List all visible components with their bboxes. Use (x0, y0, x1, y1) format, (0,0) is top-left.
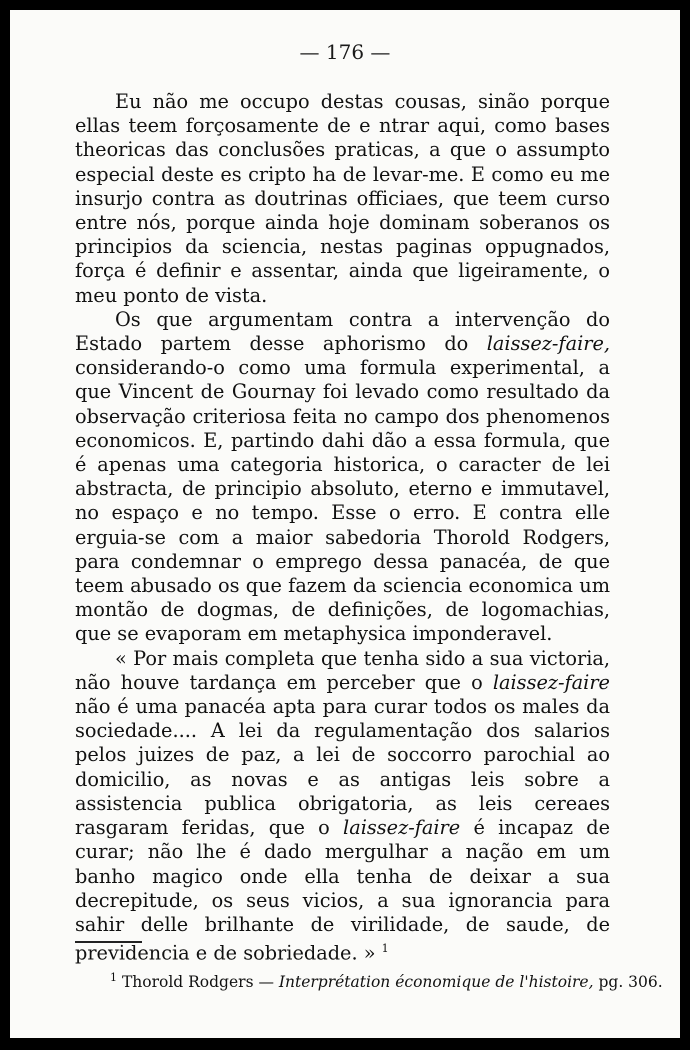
footnote (110, 971, 663, 992)
footnote-marker: 1 (110, 971, 117, 984)
footnote-divider (75, 941, 142, 943)
footnote-page: pg. 306. (598, 973, 663, 992)
paragraph-text: considerando-o como uma formula experimental, a que Vincent de Gournay foi levado como resultado da observação criteriosa feita no campo dos phenomenos economicos. E, partindo dahi dão a essa formula, que é apenas uma categoria historica, o caracter de lei abstracta, de principio absoluto, eterno e immutavel, no espaço e no tempo. Esse o erro. E contra elle erguia-se com a maior sabedoria Thorold Rodgers, para condemnar o emprego dessa panacéa, de que teem abusado os que fazem da sciencia economica um montão de dogmas, de definições, de logomachias, que se evaporam em metaphysica imponderavel. (75, 356, 610, 646)
paragraph-laissez-faire (75, 308, 610, 647)
footnote-reference: 1 (381, 942, 389, 956)
block-quote (75, 647, 610, 966)
footnote-author: Thorold Rodgers — (121, 973, 274, 992)
italic-term: laissez-faire (492, 670, 610, 694)
quote-text: « Por mais completa que tenha sido a sua victoria, não houve tardança em perceber que o (75, 646, 610, 694)
book-page (10, 10, 680, 1038)
italic-term: laissez-faire (343, 816, 461, 840)
main-text (75, 90, 610, 966)
page-number: — 176 — (299, 40, 391, 64)
italic-term: laissez-faire, (486, 332, 610, 356)
quote-text: não é uma panacéa apta para curar todos os males da sociedade.... A lei da regulamentação dos salarios pelos juizes de paz, a lei de soccorro parochial ao domicilio, as novas e as antigas leis sobre a assistencia publica obrigatoria, as leis cereaes rasgaram feridas, que o (75, 695, 610, 840)
quote-text: é incapaz de curar; não lhe é dado mergulhar a nação em um banho magico onde ella tenha de deixar a sua decrepitude, os seus vicios, a sua ignorancia para sahir delle brilhante de virilidade, de saude, de previdencia e de sobriedade. » (75, 816, 610, 965)
paragraph-intro: Eu não me occupo destas cousas, sinão porque ellas teem forçosamente de e ntrar aqui, como bases theoricas das conclusões praticas, a que o assumpto especial deste es cripto ha de levar-me. E como eu me insurjo contra as doutrinas officiaes, que teem curso entre nós, porque ainda hoje dominam soberanos os principios da sciencia, nestas paginas oppugnados, força é definir e assentar, ainda que ligeiramente, o meu ponto de vista. (75, 90, 610, 307)
footnote-title: Interprétation économique de l'histoire, (278, 973, 594, 992)
paragraph-text: Os que argumentam contra a intervenção do Estado partem desse aphorismo do (75, 307, 610, 356)
